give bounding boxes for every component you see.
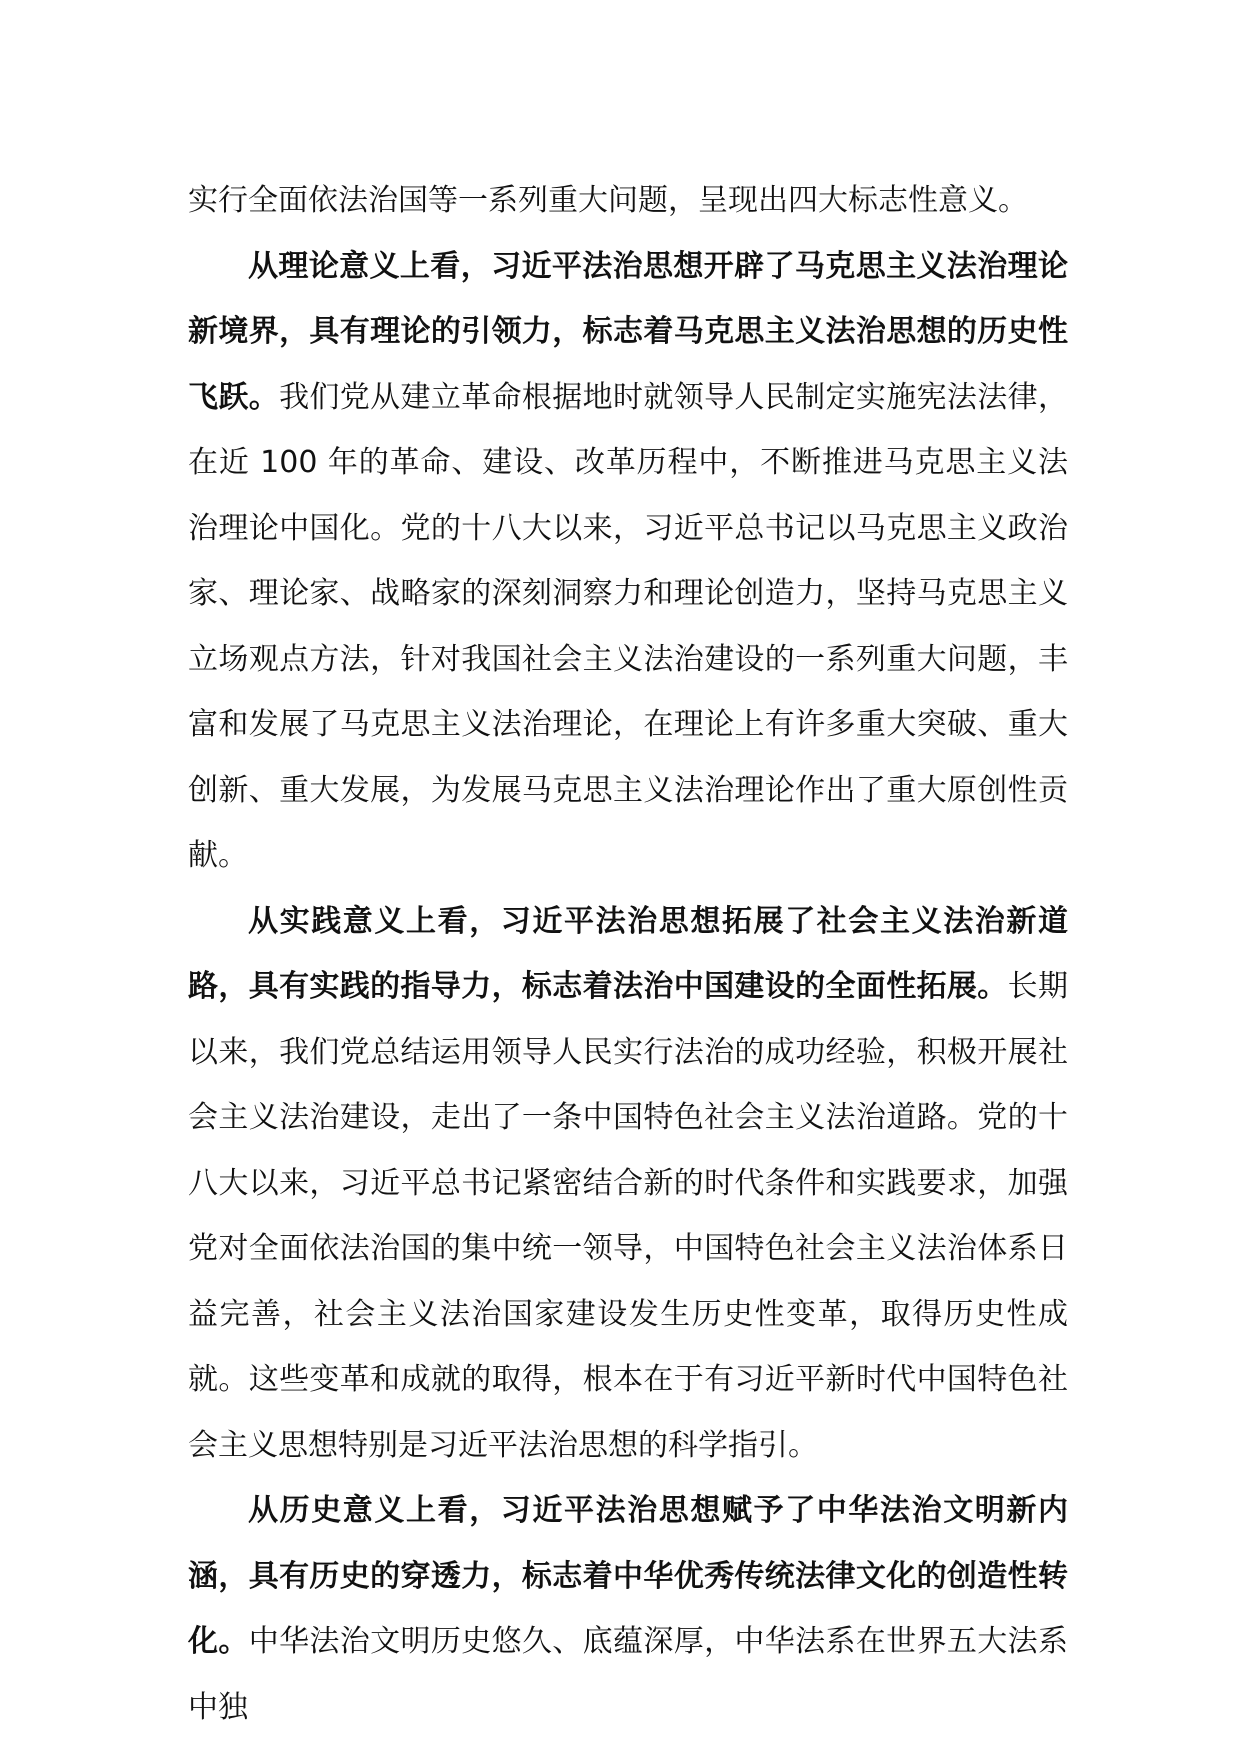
document-page <box>188 168 1068 1740</box>
paragraph-lead-bold: 从理论意义上看，习近平法治思想开辟了马克思主义法治理论新境界，具有理论的引领力，标志着马克思主义法治思想的历史性飞跃。 <box>188 248 1068 415</box>
paragraph-text: 长期以来，我们党总结运用领导人民实行法治的成功经验，积极开展社会主义法治建设，走出了一条中国特色社会主义法治道路。党的十八大以来，习近平总书记紧密结合新的时代条件和实践要求，加强党对全面依法治国的集中统一领导，中国特色社会主义法治体系日益完善，社会主义法治国家建设发生历史性变革，取得历史性成就。这些变革和成就的取得，根本在于有习近平新时代中国特色社会主义思想特别是习近平法治思想的科学指引。 <box>188 969 1069 1463</box>
paragraph-text: 实行全面依法治国等一系列重大问题，呈现出四大标志性意义。 <box>188 183 1028 218</box>
paragraph-history-significance <box>188 1478 1068 1740</box>
paragraph-text: 中华法治文明历史悠久、底蕴深厚，中华法系在世界五大法系中独 <box>188 1624 1069 1725</box>
paragraph-theory-significance <box>188 234 1068 889</box>
paragraph-practice-significance <box>188 889 1068 1479</box>
paragraph-text: 我们党从建立革命根据地时就领导人民制定实施宪法法律，在近 100 年的革命、建设、改革历程中，不断推进马克思主义法治理论中国化。党的十八大以来，习近平总书记以马克思主义政治家、理论家、战略家的深刻洞察力和理论创造力，坚持马克思主义立场观点方法，针对我国社会主义法治建设的一系列重大问题，丰富和发展了马克思主义法治理论，在理论上有许多重大突破、重大创新、重大发展，为发展马克思主义法治理论作出了重大原创性贡献。 <box>188 379 1069 873</box>
paragraph-lead-bold: 从实践意义上看，习近平法治思想拓展了社会主义法治新道路，具有实践的指导力，标志着法治中国建设的全面性拓展。 <box>188 903 1068 1004</box>
paragraph-lead-bold: 从历史意义上看，习近平法治思想赋予了中华法治文明新内涵，具有历史的穿透力，标志着中华优秀传统法律文化的创造性转化。 <box>188 1493 1068 1659</box>
paragraph-continuation <box>188 168 1068 234</box>
